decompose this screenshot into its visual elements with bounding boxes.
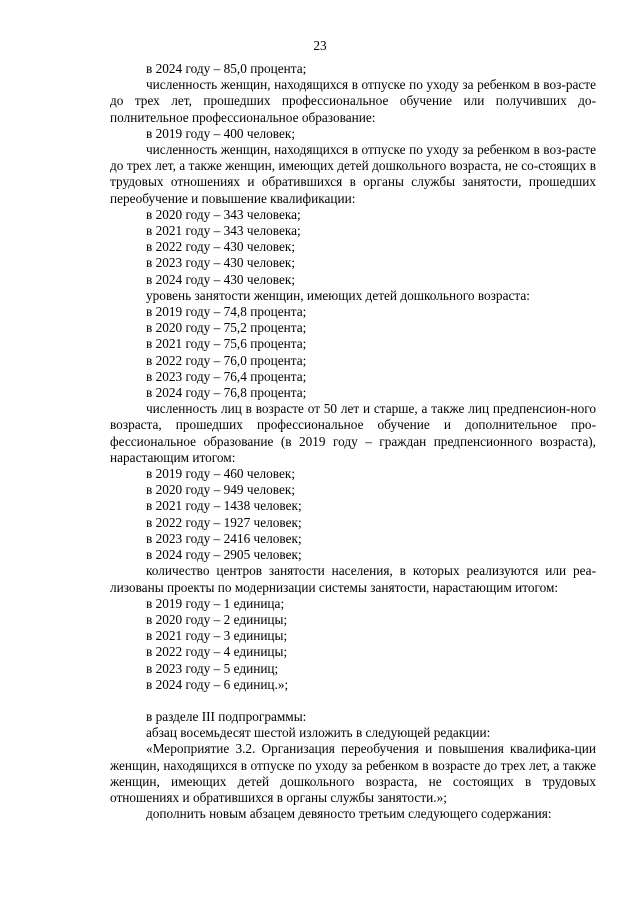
paragraph-gap: [110, 693, 596, 709]
document-body: [110, 61, 596, 822]
text-line: абзац восемьдесят шестой изложить в следующей редакции:: [146, 725, 491, 741]
text-line: в 2024 году – 85,0 процента;: [146, 61, 307, 76]
page-number: 23: [313, 38, 327, 53]
text-line: в 2024 году – 76,8 процента;: [146, 385, 307, 401]
text-line: в 2022 году – 76,0 процента;: [146, 352, 307, 368]
paragraph-employment-level: уровень занятости женщин, имеющих детей дошкольного возраста:: [146, 287, 530, 303]
text-line: в 2020 году – 75,2 процента;: [146, 320, 307, 336]
text-line: в 2023 году – 5 единиц;: [146, 660, 279, 676]
text-line: в 2019 году – 460 человек;: [146, 466, 296, 482]
paragraph-employment-centers: количество центров занятости населения, в которых реализуются или реа-лизованы проекты по модернизации системы занятости, нарастающим итогом:: [110, 563, 596, 595]
text-line: в разделе III подпрограммы:: [146, 708, 307, 724]
text-line: в 2020 году – 949 человек;: [146, 482, 296, 498]
text-line: в 2020 году – 343 человека;: [146, 206, 301, 222]
text-line: в 2024 году – 6 единиц.»;: [146, 676, 289, 692]
text-line: дополнить новым абзацем девяносто третьим следующего содержания:: [146, 806, 552, 822]
text-line: в 2022 году – 4 единицы;: [146, 644, 288, 660]
paragraph-measure-3-2: «Мероприятие 3.2. Организация переобучения и повышения квалифика-ции женщин, находящихся в отпуске по уходу за ребенком в возрасте до трех лет, а также женщин, имеющих детей дошкольного возраста, не состоящих в трудовых отношениях и обратившихся в органы службы занятости.»;: [110, 741, 596, 805]
paragraph-women-retraining: численность женщин, находящихся в отпуске по уходу за ребенком в воз-расте до трех лет, а также женщин, имеющих детей дошкольного возраста, не со-стоящих в трудовых отношениях и обратившихся в органы службы занятости, прошедших переобучение и повышение квалификации:: [110, 142, 596, 206]
text-line: в 2021 году – 75,6 процента;: [146, 336, 307, 352]
text-line: в 2024 году – 430 человек;: [146, 271, 296, 287]
text-line: в 2024 году – 2905 человек;: [146, 547, 302, 563]
text-line: в 2019 году – 400 человек;: [146, 125, 296, 141]
text-line: в 2021 году – 1438 человек;: [146, 498, 302, 514]
paragraph-women-training: численность женщин, находящихся в отпуске по уходу за ребенком в воз-расте до трех лет, прошедших профессиональное обучение или получивших до-полнительное профессиональное образование:: [110, 77, 596, 125]
text-line: в 2023 году – 430 человек;: [146, 255, 296, 271]
text-line: в 2019 году – 74,8 процента;: [146, 304, 307, 320]
text-line: в 2023 году – 2416 человек;: [146, 530, 302, 546]
text-line: в 2021 году – 3 единицы;: [146, 628, 288, 644]
text-line: в 2020 году – 2 единицы;: [146, 611, 288, 627]
text-line: в 2019 году – 1 единица;: [146, 595, 285, 611]
text-line: в 2021 году – 343 человека;: [146, 223, 301, 239]
text-line: в 2023 году – 76,4 процента;: [146, 368, 307, 384]
text-line: в 2022 году – 1927 человек;: [146, 514, 302, 530]
paragraph-older-persons: численность лиц в возрасте от 50 лет и старше, а также лиц предпенсион-ного возраста, прошедших профессиональное обучение и дополнительное про-фессиональное образование (в 2019 году – граждан предпенсионного возраста), нарастающим итогом:: [110, 401, 596, 465]
text-line: в 2022 году – 430 человек;: [146, 239, 296, 255]
